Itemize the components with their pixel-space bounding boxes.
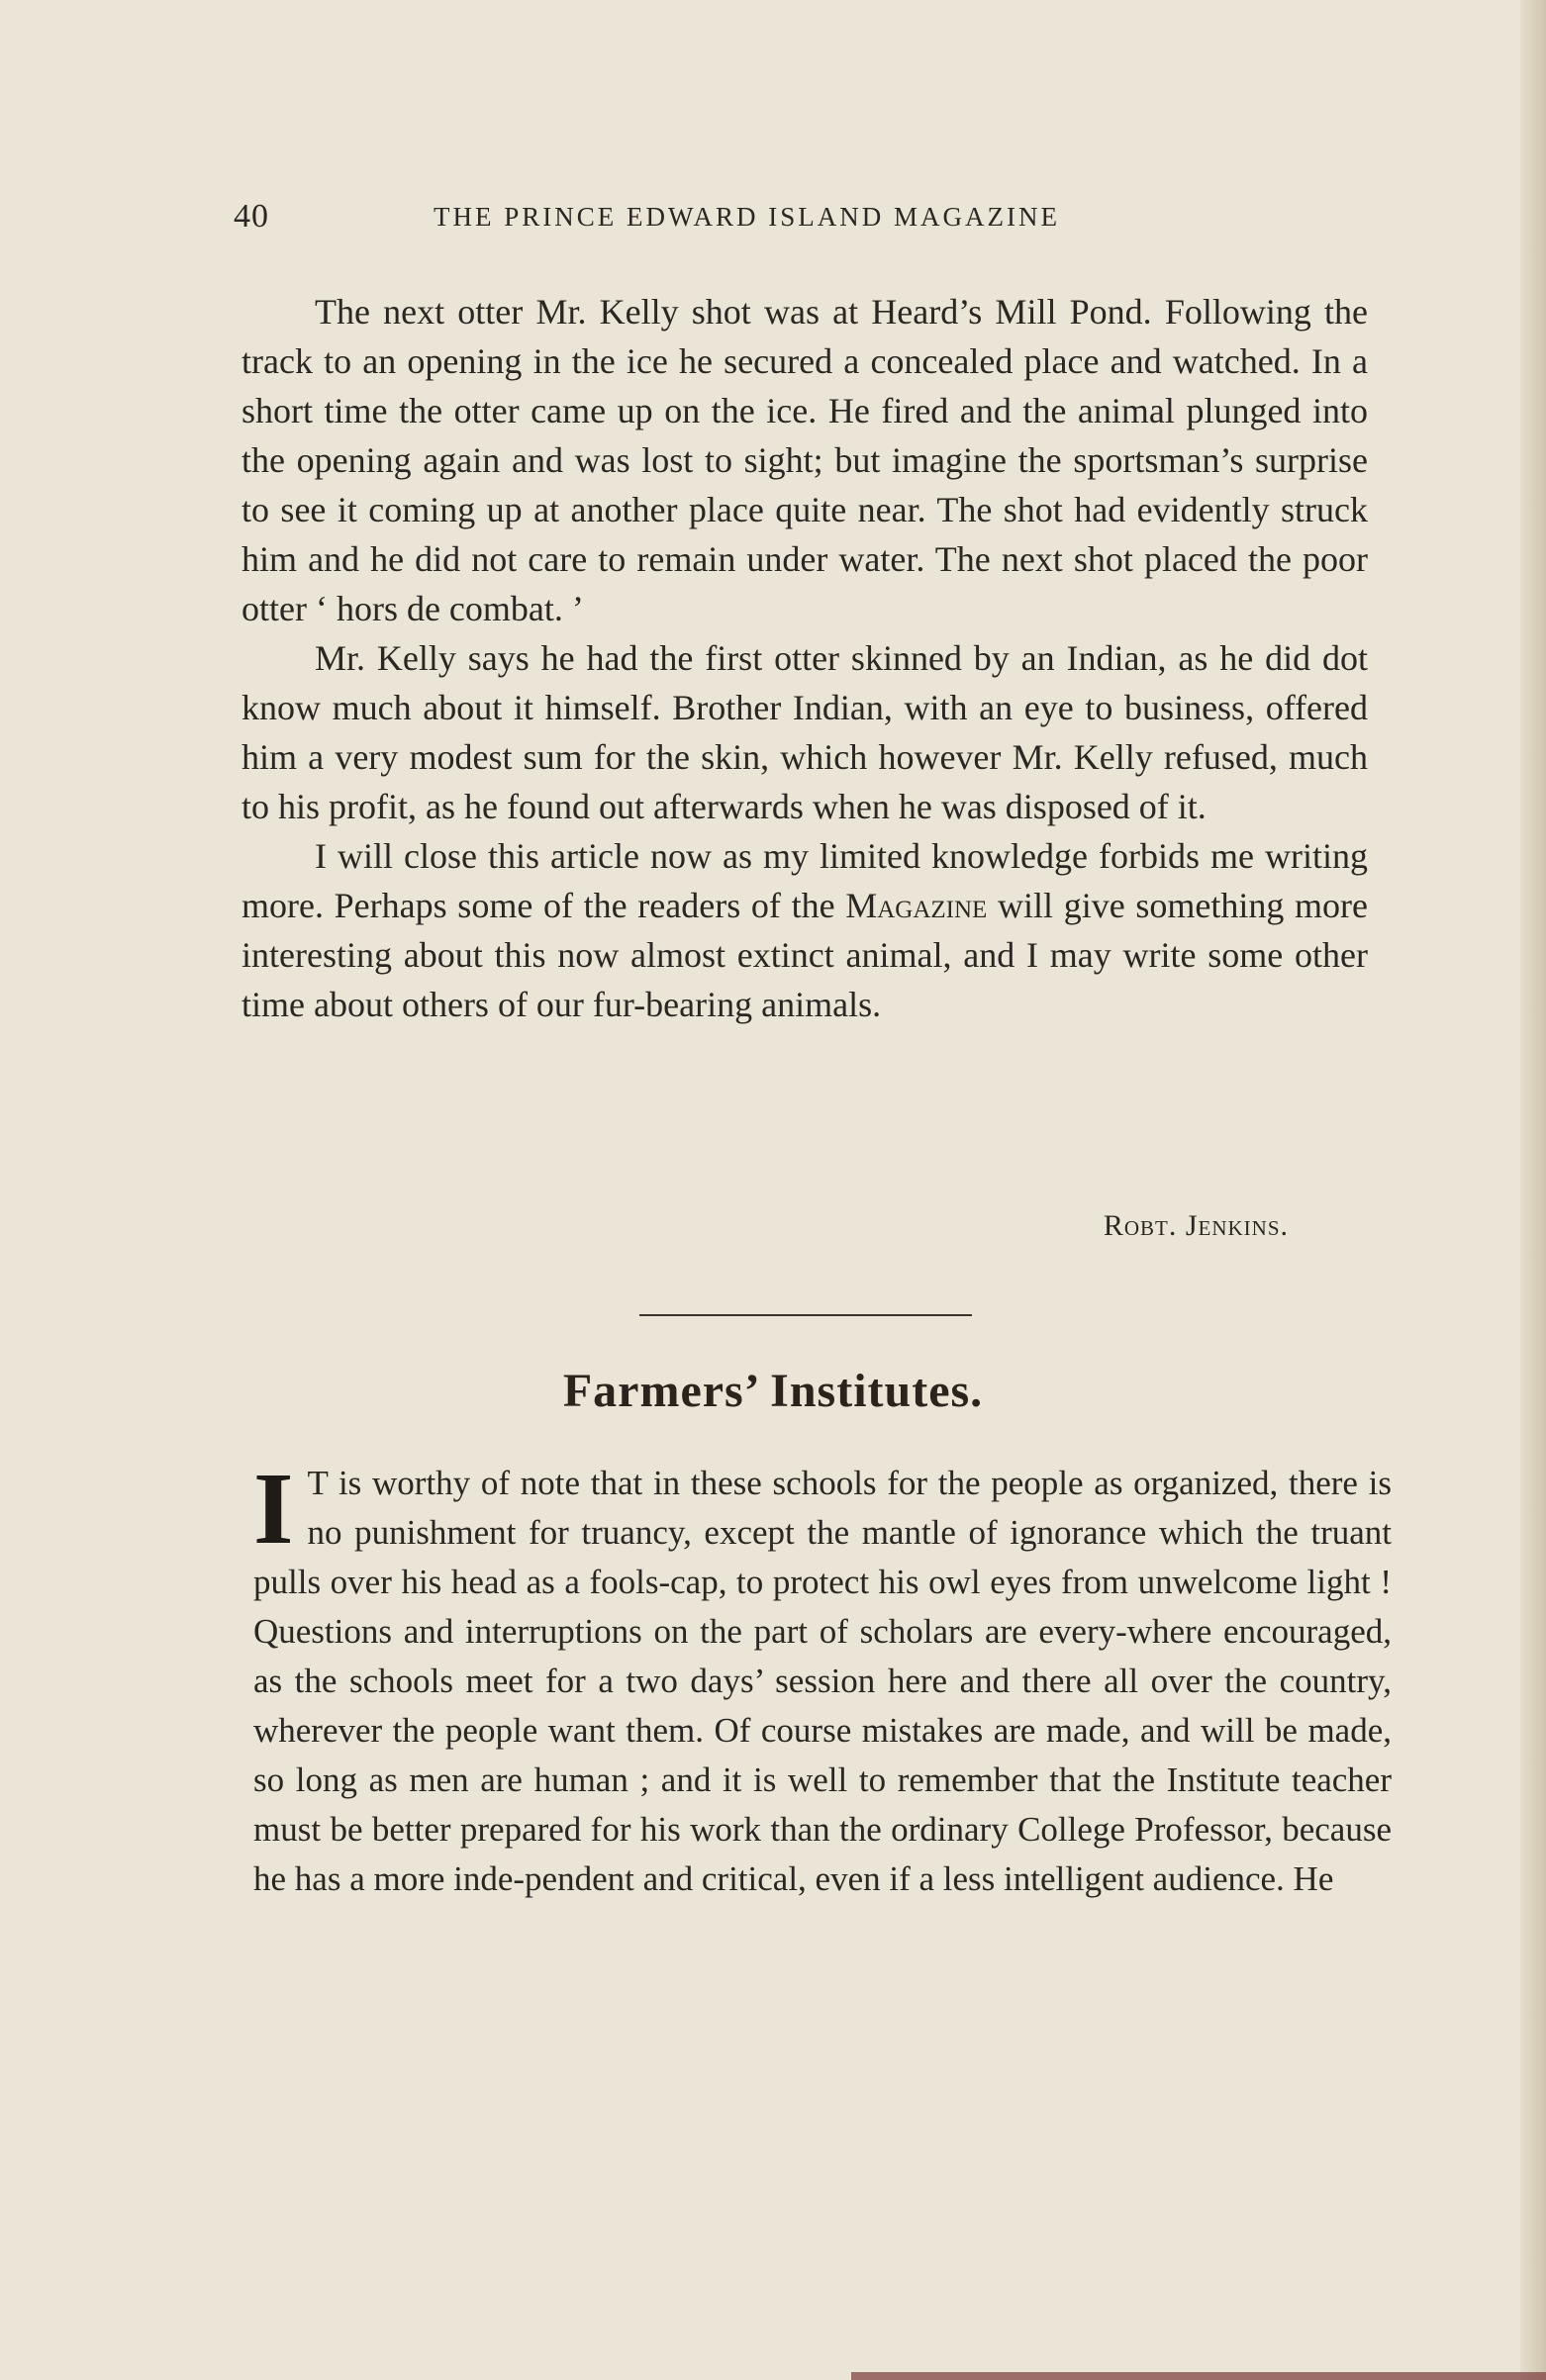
drop-cap: I bbox=[253, 1452, 294, 1566]
binding-edge bbox=[851, 2372, 1546, 2380]
page-number: 40 bbox=[234, 198, 269, 235]
author-signature: Robt. Jenkins. bbox=[1103, 1209, 1289, 1242]
page-header bbox=[234, 198, 1303, 247]
paragraph-3 bbox=[242, 831, 1368, 1029]
paragraph-2: Mr. Kelly says he had the first otter skinned by an Indian, as he did dot know much about it himself. Brother Indian, with an eye to business, offered him a very modest sum for the skin, which however Mr. Kelly refused, much to his profit, as he found out afterwards when he was disposed of it. bbox=[242, 638, 1368, 826]
section-title: Farmers’ Institutes. bbox=[562, 1365, 984, 1417]
section-divider bbox=[639, 1314, 972, 1316]
institutes-paragraph bbox=[253, 1452, 1392, 1904]
institutes-paragraph-text: T is worthy of note that in these schools for the people as organized, there is no punishment for truancy, except the mantle of ignorance which the truant pulls over his head as a fools-cap, to protect his owl eyes from unwelcome light ! Questions and interruptions on the part of scholars are every-where encouraged, as the schools meet for a two days’ session here and there all over the country, wherever the people want them. Of course mistakes are made, and will be made, so long as men are human ; and it is well to remember that the Institute teacher must be better prepared for his work than the ordinary College Professor, because he has a more inde-pendent and critical, even if a less intelligent audience. He bbox=[253, 1464, 1392, 1898]
running-head: THE PRINCE EDWARD ISLAND MAGAZINE bbox=[434, 202, 1060, 232]
article-institutes-text bbox=[253, 1452, 1392, 1904]
paragraph-3-start: I will close this article now as my limited knowledge forbids me writing more. Perhaps some of the readers of the bbox=[242, 836, 1368, 925]
article-otter-text bbox=[242, 287, 1368, 1029]
paragraph-3-end: will give something more interesting about this now almost extinct animal, and I may write some other time about others of our fur-bearing animals. bbox=[242, 886, 1368, 1024]
paragraph-1: The next otter Mr. Kelly shot was at Heard’s Mill Pond. Following the track to an opening in the ice he secured a concealed place and watched. In a short time the otter came up on the ice. He fired and the animal plunged into the opening again and was lost to sight; but imagine the sportsman’s surprise to see it coming up at another place quite near. The shot had evidently struck him and he did not care to remain under water. The next shot placed the poor otter ‘ hors de combat. ’ bbox=[242, 292, 1368, 628]
magazine-word: Magazine bbox=[845, 886, 988, 925]
page-edge-shadow bbox=[1520, 0, 1546, 2380]
